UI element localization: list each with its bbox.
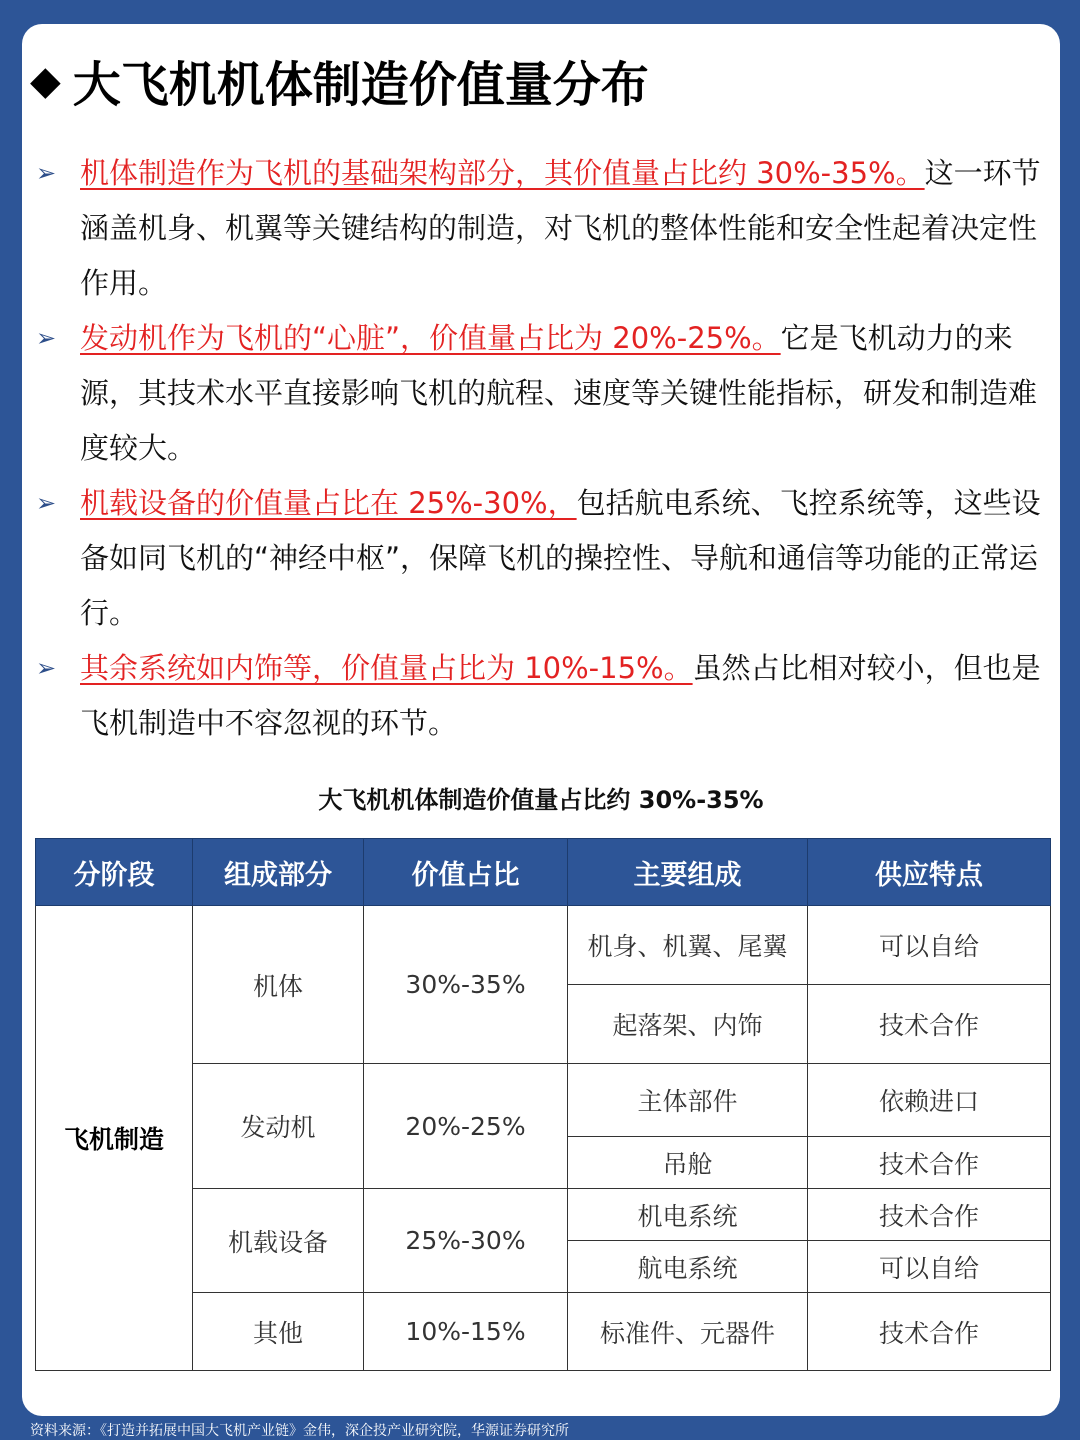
content-card [22,24,1060,1416]
share-cell: 10%-15% [364,1293,568,1371]
main-cell: 标准件、元器件 [568,1293,808,1371]
arrow-bullet-icon: ➢ [36,654,57,682]
main-cell: 主体部件 [568,1064,808,1137]
bullet-item [36,311,1046,476]
supply-cell: 依赖进口 [808,1064,1051,1137]
supply-cell: 可以自给 [808,1241,1051,1293]
supply-cell: 技术合作 [808,1189,1051,1241]
diamond-icon: ◆ [30,57,61,104]
supply-cell: 技术合作 [808,1293,1051,1371]
source-note: 资料来源：《打造并拓展中国大飞机产业链》金伟，深企投产业研究院，华源证券研究所 [30,1423,569,1439]
header-stage: 分阶段 [36,839,193,906]
bullet-list [36,146,1046,751]
main-cell: 航电系统 [568,1241,808,1293]
header-main: 主要组成 [568,839,808,906]
part-cell: 机体 [193,906,364,1064]
bullet-text: 它是飞机动力的来源，其技术水平直接影响飞机的航程、速度等关键性能指标，研发和制造难度较大。 [80,321,1038,465]
stage-cell: 飞机制造 [36,906,193,1371]
share-cell: 20%-25% [364,1064,568,1189]
table-header-row [36,839,1051,906]
header-supply: 供应特点 [808,839,1051,906]
arrow-bullet-icon: ➢ [36,489,57,517]
bullet-item [36,641,1046,751]
bullet-highlight: 机体制造作为飞机的基础架构部分，其价值量占比约 30%-35%。 [80,156,925,190]
part-cell: 其他 [193,1293,364,1371]
arrow-bullet-icon: ➢ [36,159,57,187]
supply-cell: 技术合作 [808,985,1051,1064]
header-part: 组成部分 [193,839,364,906]
main-cell: 吊舱 [568,1137,808,1189]
bullet-item [36,146,1046,311]
header-share: 价值占比 [364,839,568,906]
share-cell: 30%-35% [364,906,568,1064]
main-cell: 起落架、内饰 [568,985,808,1064]
supply-cell: 可以自给 [808,906,1051,985]
bullet-highlight: 机载设备的价值量占比在 25%-30%， [80,486,577,520]
value-table [35,838,1051,1371]
table-row [36,906,1051,985]
share-cell: 25%-30% [364,1189,568,1293]
bullet-highlight: 其余系统如内饰等，价值量占比为 10%-15%。 [80,651,693,685]
bullet-text: 虽然占比相对较小，但也是飞机制造中不容忽视的环节。 [80,651,1041,740]
bullet-item [36,476,1046,641]
part-cell: 发动机 [193,1064,364,1189]
bullet-text: 这一环节涵盖机身、机翼等关键结构的制造，对飞机的整体性能和安全性起着决定性作用。 [80,156,1041,300]
page-title-text: 大飞机机体制造价值量分布 [72,57,649,113]
part-cell: 机载设备 [193,1189,364,1293]
main-cell: 机身、机翼、尾翼 [568,906,808,985]
bullet-text: 包括航电系统、飞控系统等，这些设备如同飞机的“神经中枢”，保障飞机的操控性、导航和通信等功能的正常运行。 [80,486,1041,630]
supply-cell: 技术合作 [808,1137,1051,1189]
arrow-bullet-icon: ➢ [36,324,57,352]
main-cell: 机电系统 [568,1189,808,1241]
table-caption: 大飞机机体制造价值量占比约 30%-35% [318,786,764,814]
page-title [30,46,649,115]
bullet-highlight: 发动机作为飞机的“心脏”，价值量占比为 20%-25%。 [80,321,781,355]
